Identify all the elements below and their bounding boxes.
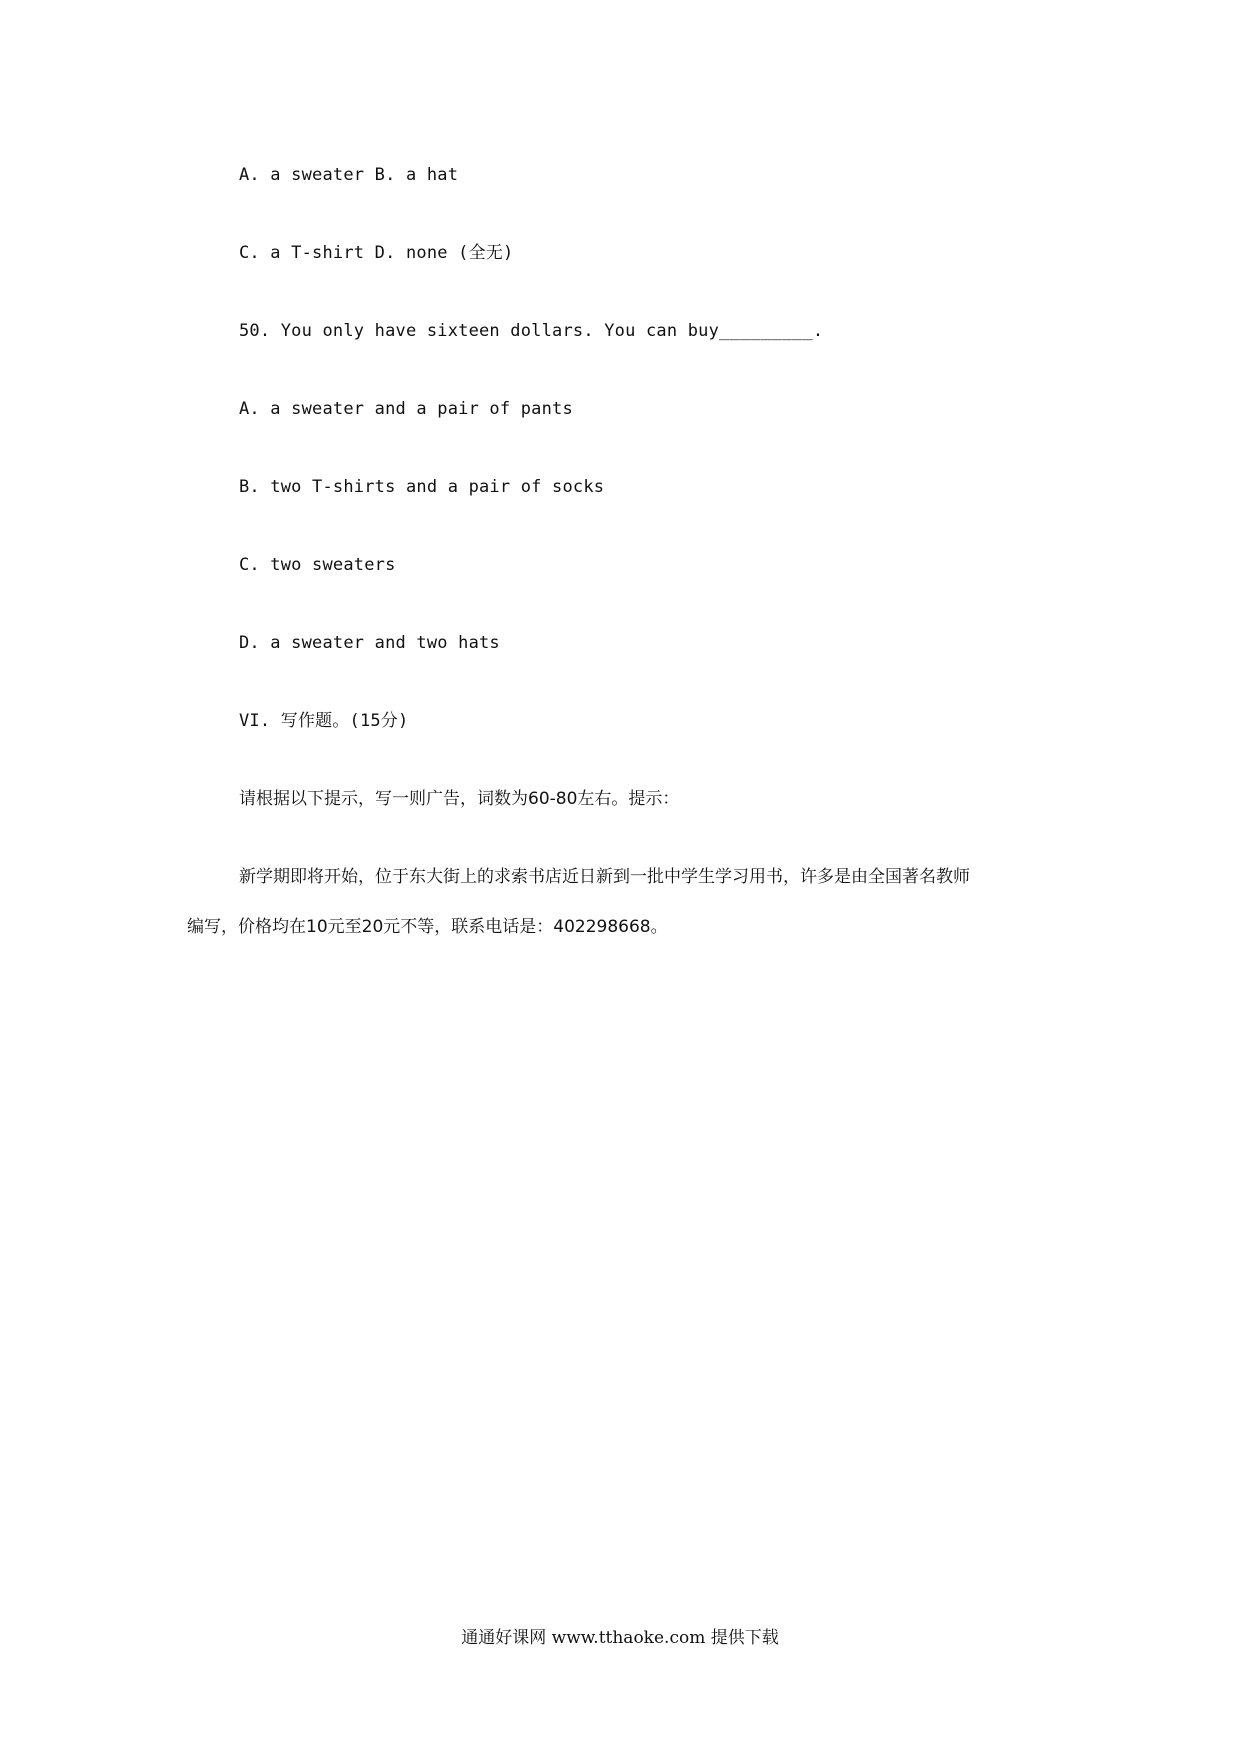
q49-options-line-2: C. a T-shirt D. none (全无) [239, 243, 514, 263]
q50-stem: 50. You only have sixteen dollars. You can buy_________. [239, 321, 824, 341]
writing-prompt-line-2: 编写，价格均在10元至20元不等，联系电话是：402298668。 [187, 917, 668, 937]
q50-option-d: D. a sweater and two hats [239, 633, 500, 653]
q50-option-a: A. a sweater and a pair of pants [239, 399, 573, 419]
q50-option-c: C. two sweaters [239, 555, 396, 575]
section-6-heading: VI. 写作题。(15分) [239, 711, 409, 731]
writing-prompt-line-1: 新学期即将开始，位于东大街上的求索书店近日新到一批中学生学习用书，许多是由全国著名教师 [239, 867, 970, 887]
writing-instruction: 请根据以下提示，写一则广告，词数为60-80左右。提示： [239, 789, 680, 809]
q49-options-line-1: A. a sweater B. a hat [239, 165, 459, 185]
page-footer: 通通好课网 www.tthaoke.com 提供下载 [461, 1628, 779, 1648]
q50-option-b: B. two T-shirts and a pair of socks [239, 477, 605, 497]
